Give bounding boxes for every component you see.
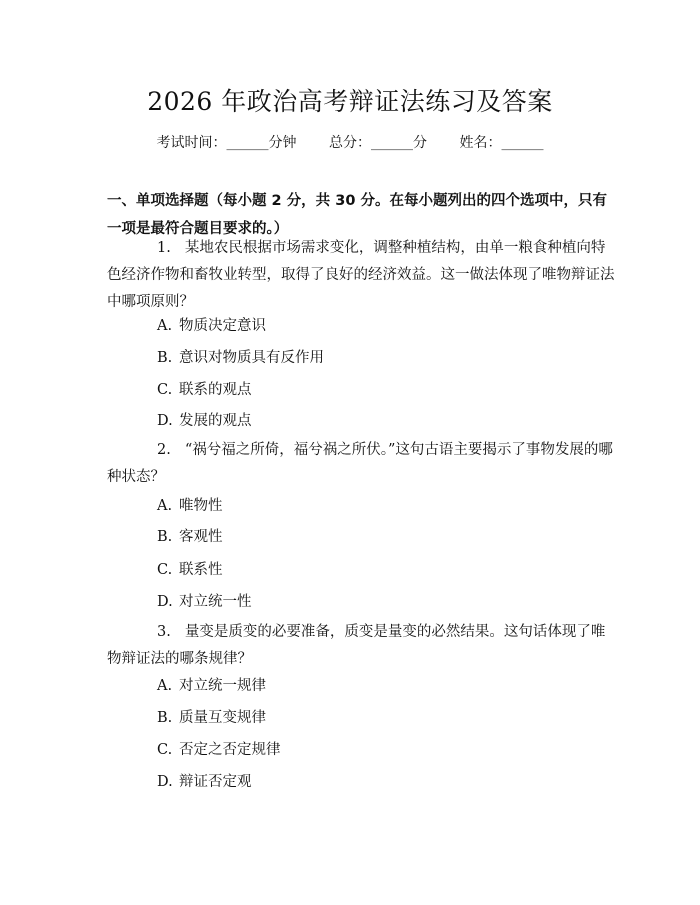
option-text: 否定之否定规律 [179, 742, 281, 758]
option-text: 意识对物质具有反作用 [179, 350, 324, 366]
option-letter: B. [157, 529, 173, 545]
option-letter: C. [157, 562, 173, 578]
exam-header-info [0, 132, 700, 152]
option-text: 质量互变规律 [179, 710, 266, 726]
student-name-field: 姓名：______ [459, 135, 544, 151]
question-1-option-d [157, 411, 252, 431]
option-letter: C. [157, 382, 173, 398]
option-text: 物质决定意识 [179, 318, 266, 334]
question-1-option-c [157, 380, 252, 400]
question-2 [107, 437, 617, 491]
question-1-option-a [157, 316, 266, 336]
question-1-option-b [157, 348, 324, 368]
question-3-option-b [157, 708, 266, 728]
section-heading: 一、单项选择题（每小题 2 分，共 30 分。在每小题列出的四个选项中，只有一项是最符合题目要求的。） [107, 193, 607, 237]
option-text: 客观性 [179, 529, 223, 545]
question-number: 3. [157, 624, 171, 640]
option-text: 联系的观点 [179, 382, 252, 398]
question-3-option-c [157, 740, 281, 760]
question-text: 量变是质变的必要准备，质变是量变的必然结果。这句话体现了唯物辩证法的哪条规律？ [107, 624, 606, 667]
question-3-option-d [157, 772, 252, 792]
question-text: “祸兮福之所倚，福兮祸之所伏。”这句古语主要揭示了事物发展的哪种状态？ [107, 442, 613, 485]
question-3-option-a [157, 676, 266, 696]
question-3 [107, 619, 617, 673]
exam-time-field: 考试时间：______分钟 [156, 135, 297, 151]
question-2-option-a [157, 496, 223, 516]
question-text: 某地农民根据市场需求变化，调整种植结构，由单一粮食种植向特色经济作物和畜牧业转型，取得了良好的经济效益。这一做法体现了唯物辩证法中哪项原则？ [107, 240, 615, 310]
option-letter: C. [157, 742, 173, 758]
option-text: 发展的观点 [179, 413, 252, 429]
question-number: 2. [157, 442, 171, 458]
option-letter: B. [157, 350, 173, 366]
option-text: 对立统一规律 [179, 678, 266, 694]
option-letter: B. [157, 710, 173, 726]
question-number: 1. [157, 240, 171, 256]
option-text: 联系性 [179, 562, 223, 578]
question-2-option-b [157, 527, 223, 547]
option-letter: D. [157, 413, 173, 429]
option-text: 对立统一性 [179, 594, 252, 610]
page-title: 2026 年政治高考辩证法练习及答案 [147, 87, 553, 116]
question-1 [107, 235, 617, 316]
option-letter: A. [157, 678, 173, 694]
option-letter: D. [157, 774, 173, 790]
option-text: 辩证否定观 [179, 774, 252, 790]
question-2-option-d [157, 592, 252, 612]
option-letter: A. [157, 498, 173, 514]
option-letter: D. [157, 594, 173, 610]
question-2-option-c [157, 560, 223, 580]
total-score-field: 总分：______分 [329, 135, 427, 151]
option-text: 唯物性 [179, 498, 223, 514]
option-letter: A. [157, 318, 173, 334]
